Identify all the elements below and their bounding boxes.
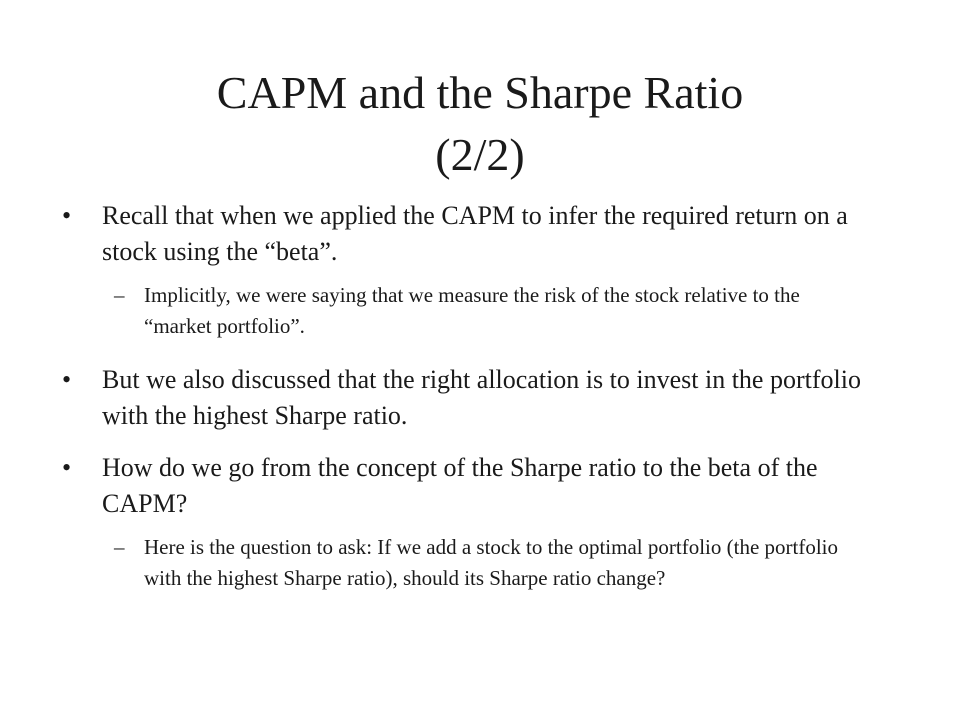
bullet-text: Recall that when we applied the CAPM to infer the required return on a stock using the “beta”. bbox=[102, 201, 848, 266]
slide-title-line-2: (2/2) bbox=[435, 129, 525, 180]
bullet-marker: • bbox=[62, 365, 72, 394]
bullet-marker: • bbox=[62, 453, 72, 482]
sub-bullet-text: Here is the question to ask: If we add a stock to the optimal portfolio (the portfolio with the highest Sharpe ratio), should its Sharpe ratio change? bbox=[144, 535, 839, 590]
bullet-marker: • bbox=[62, 201, 72, 230]
slide-title-line-1: CAPM and the Sharpe Ratio bbox=[216, 67, 744, 118]
sub-bullet-item-3 bbox=[60, 532, 870, 594]
bullet-text: How do we go from the concept of the Sharpe ratio to the beta of the CAPM? bbox=[102, 453, 818, 518]
slide-title bbox=[0, 62, 960, 186]
sub-bullet-marker: – bbox=[114, 283, 125, 307]
bullet-item-2 bbox=[60, 362, 870, 434]
sub-bullet-text: Implicitly, we were saying that we measure the risk of the stock relative to the “market portfolio”. bbox=[144, 283, 800, 338]
sub-bullet-item-1 bbox=[60, 280, 870, 342]
slide-body bbox=[60, 198, 870, 614]
bullet-item-3 bbox=[60, 450, 870, 522]
sub-bullet-marker: – bbox=[114, 535, 125, 559]
bullet-text: But we also discussed that the right allocation is to invest in the portfolio with the highest Sharpe ratio. bbox=[102, 365, 861, 430]
bullet-item-1 bbox=[60, 198, 870, 270]
